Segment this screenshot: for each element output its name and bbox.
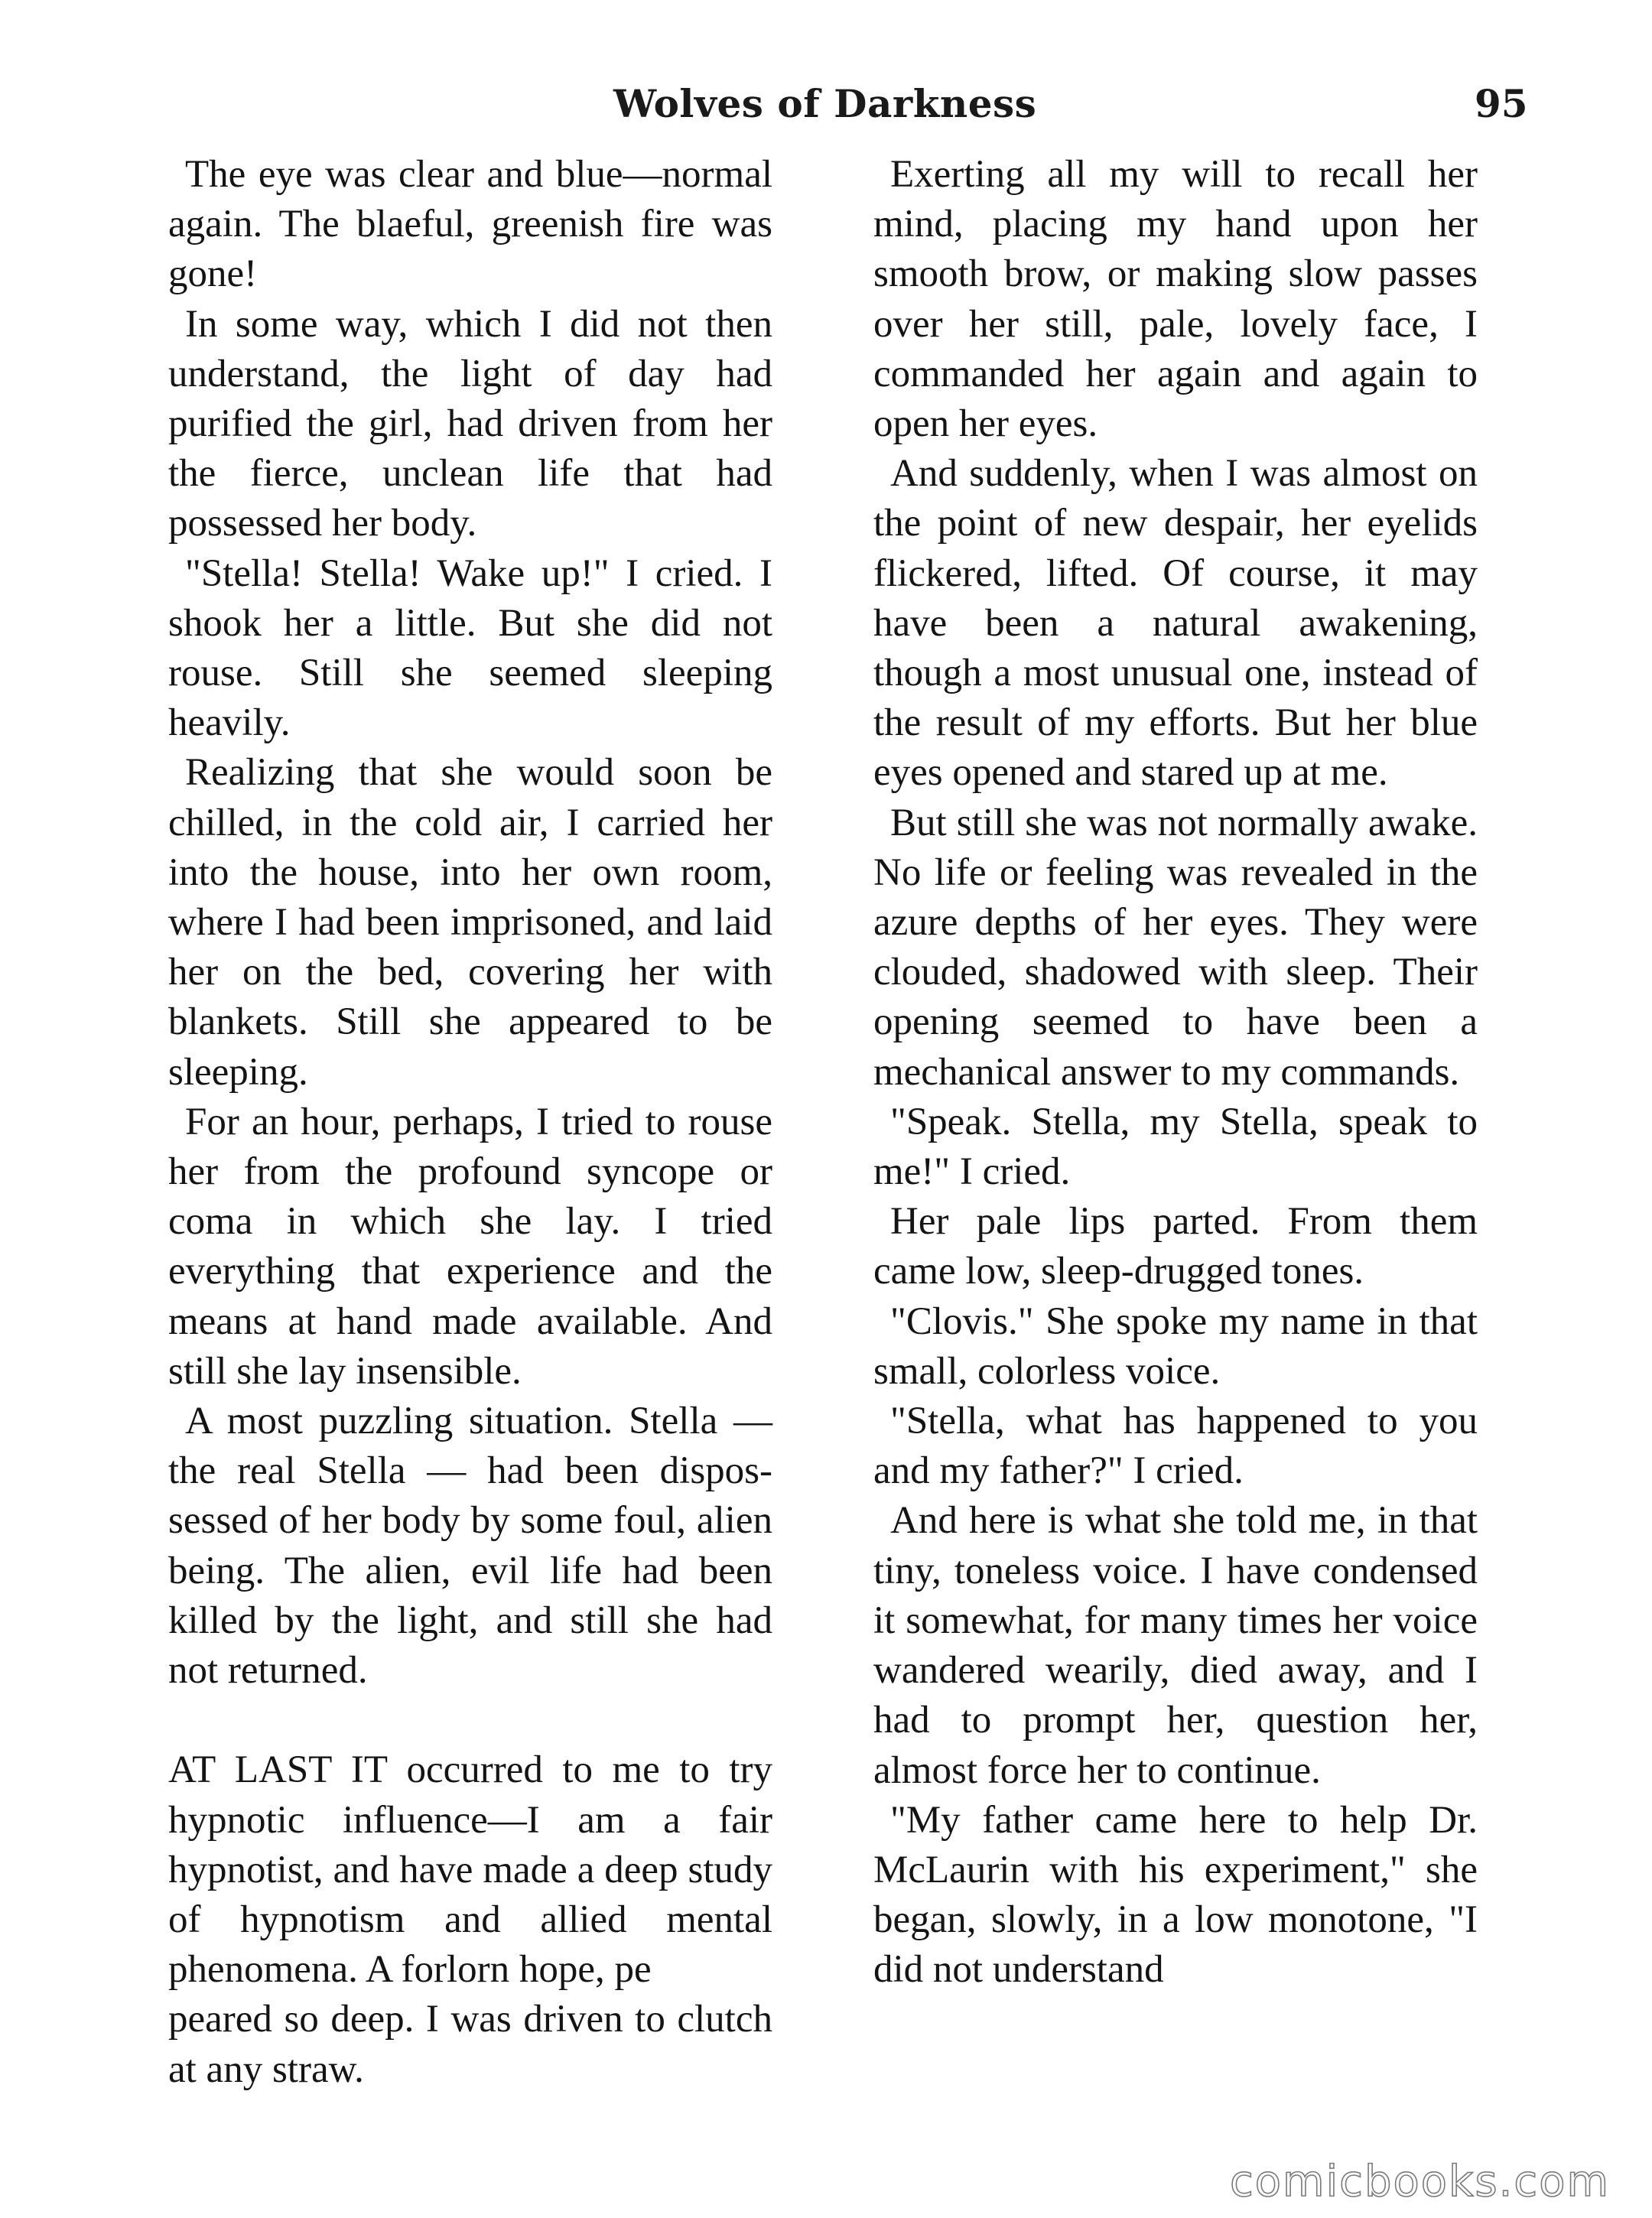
paragraph: But still she was not normally awake. No life or feeling was revealed in the azure depths of her eyes. They were clouded, shadowed with sleep. Their opening seemed to have been a mechanical answer to my commands. <box>873 801 1478 1094</box>
paragraph: For an hour, perhaps, I tried to rouse her from the profound syncope or coma in which she lay. I tried everything that experience and the means at hand made available. And still she lay insensible. <box>168 1100 772 1393</box>
right-column <box>873 150 1478 1995</box>
paragraph: "Stella! Stella! Wake up!" I cried. I shook her a little. But she did not rouse. Still she seemed sleeping heavily. <box>168 551 772 745</box>
left-column <box>168 150 772 2095</box>
paragraph: "Speak. Stella, my Stella, speak to me!" I cried. <box>873 1100 1478 1194</box>
paragraph: And here is what she told me, in that tiny, toneless voice. I have condensed it somewhat, for many times her voice wandered wearily, died away, and I had to prompt her, question her, almost force her to continue. <box>873 1499 1478 1792</box>
paragraph: Realizing that she would soon be chilled, in the cold air, I carried her into the house, into her own room, where I had been imprisoned, and laid her on the bed, covering her with blankets. Still she appeared to be sleeping. <box>168 751 772 1094</box>
running-header <box>0 76 1652 138</box>
running-title: Wolves of Darkness <box>613 81 1037 126</box>
paragraph: A most puzzling situation. Stella — the real Stella — had been dispossessed of her body by some foul, alien being. The alien, evil life had been killed by the light, and still she had not returned. <box>168 1400 772 1693</box>
paragraph: The eye was clear and blue—normal again. The blaeful, greenish fire was gone! <box>168 153 772 296</box>
page-number: 95 <box>1475 81 1528 126</box>
paragraph: "Clovis." She spoke my name in that small, colorless voice. <box>873 1299 1478 1393</box>
paragraph: And suddenly, when I was almost on the point of new despair, her eyelids flickered, lifted. Of course, it may have been a natural awakening, though a most unusual one, instead of the result of my efforts. But her blue eyes opened and stared up at me. <box>873 452 1478 795</box>
paragraph-fragment: peared so deep. I was driven to clutch at any straw. <box>168 1998 772 2091</box>
paragraph: In some way, which I did not then understand, the light of day had purified the girl, had driven from her the fierce, unclean life that had possessed her body. <box>168 302 772 545</box>
paragraph: "My father came here to help Dr. McLaurin with his experiment," she began, slowly, in a low monotone, "I did not understand <box>873 1798 1478 1992</box>
section-start-paragraph: AT LAST IT occurred to me to try hypnotic influence—I am a fair hypnotist, and have made a deep study of hypnotism and allied mental phenomena. A forlorn hope, pe <box>168 1748 772 1992</box>
paragraph: Her pale lips parted. From them came low, sleep-drugged tones. <box>873 1200 1478 1293</box>
paragraph: "Stella, what has happened to you and my father?" I cried. <box>873 1400 1478 1493</box>
paragraph: Exerting all my will to recall her mind, placing my hand upon her smooth brow, or making slow passes over her still, pale, lovely face, I commanded her again and again to open her eyes. <box>873 153 1478 446</box>
watermark: comicbooks.com <box>1230 2157 1611 2207</box>
